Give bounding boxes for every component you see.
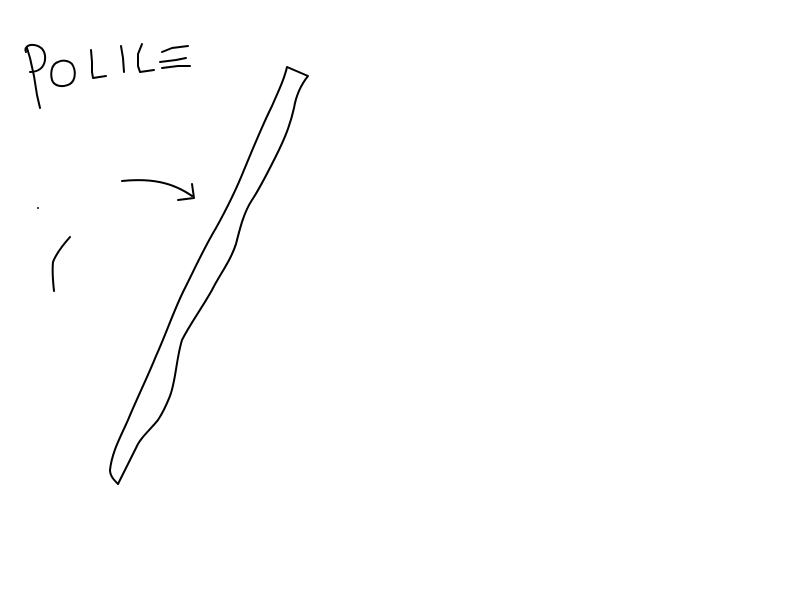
arrow-icon — [122, 180, 194, 200]
hook-stroke — [53, 237, 70, 291]
letter-i — [121, 46, 124, 72]
arrow-shaft — [122, 180, 192, 196]
letter-c — [138, 44, 154, 72]
stray-dot — [37, 207, 39, 209]
baton-shape — [110, 67, 308, 484]
handwritten-label — [25, 44, 190, 108]
letter-p — [25, 45, 45, 108]
letter-e — [160, 46, 190, 68]
letter-o — [51, 61, 75, 86]
letter-l-1 — [91, 50, 106, 78]
